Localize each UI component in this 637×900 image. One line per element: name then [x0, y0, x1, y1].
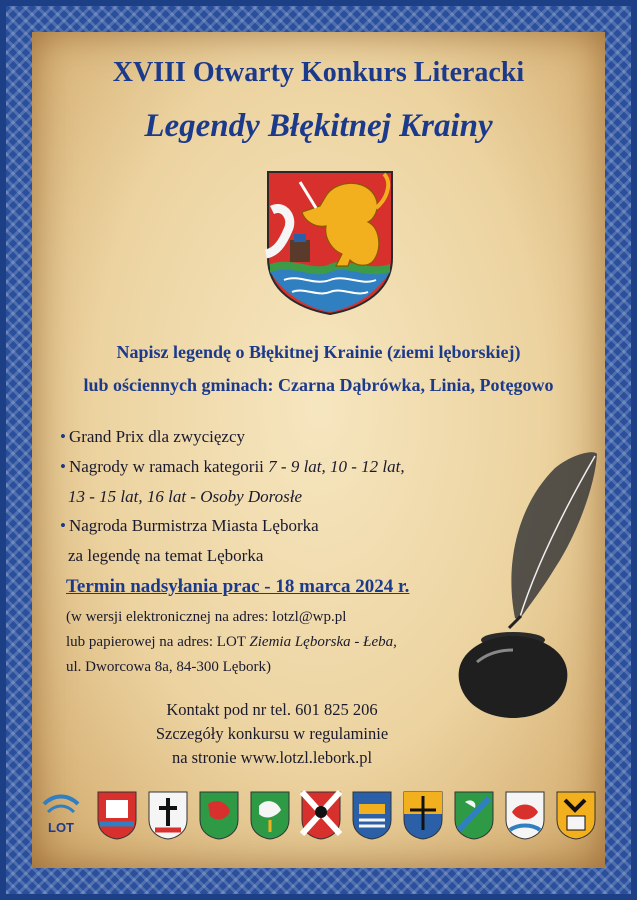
mayor-award-text: Nagroda Burmistrza Miasta Lęborka — [68, 516, 319, 535]
coat-of-arms-5-icon — [300, 790, 342, 840]
coat-of-arms-2-icon — [147, 790, 189, 840]
crest-icon — [264, 168, 396, 316]
contact-rules: Szczegóły konkursu w regulaminie — [155, 724, 389, 743]
coat-of-arms-4-icon — [249, 790, 291, 840]
poster-subtitle: Legendy Błękitnej Krainy — [144, 108, 493, 144]
deadline-text: Termin nadsyłania prac - 18 marca 2024 r. — [66, 576, 410, 597]
coat-of-arms-6-icon — [351, 790, 393, 840]
coat-of-arms-7-icon — [402, 790, 444, 840]
coat-of-arms-1-icon — [96, 790, 138, 840]
contact-website: na stronie www.lotzl.lebork.pl — [171, 748, 373, 767]
coat-of-arms-9-icon — [504, 790, 546, 840]
coat-of-arms-8-icon — [453, 790, 495, 840]
categories-list: 7 - 9 lat, 10 - 12 lat, — [268, 457, 405, 476]
poster-title: XVIII Otwarty Konkurs Literacki — [112, 57, 525, 88]
categories-prefix: Nagrody w ramach kategorii — [68, 457, 269, 476]
mayor-award-line2: za legendę na temat Lęborka — [68, 546, 264, 565]
bullet-grand-prix — [60, 427, 245, 447]
submission-org-name: Ziemia Lęborska - Łeba, — [249, 634, 397, 650]
categories-list-line2: 13 - 15 lat, 16 lat - Osoby Dorosłe — [68, 487, 303, 506]
submission-line-2 — [66, 634, 397, 651]
contact-phone: Kontakt pod nr tel. 601 825 206 — [166, 700, 378, 719]
submission-line-3: ul. Dworcowa 8a, 84-300 Lębork) — [66, 659, 271, 675]
submission-address-prefix: lub papierowej na adres: LOT — [66, 634, 250, 650]
lot-logo — [40, 790, 82, 840]
grand-prix-text: Grand Prix dla zwycięzcy — [68, 427, 246, 446]
submission-line-1: (w wersji elektronicznej na adres: lotzl@wp.pl — [66, 609, 347, 625]
bullet-mayor-award — [60, 516, 319, 536]
quill-inkwell-icon — [445, 448, 605, 723]
intro-line-2: lub ościennych gminach: Czarna Dąbrówka, Linia, Potęgowo — [83, 375, 554, 395]
bullet-categories — [60, 457, 405, 477]
coat-of-arms-10-icon — [555, 790, 597, 840]
lot-logo-text: LOT — [48, 820, 74, 835]
sponsor-logos-row — [40, 790, 600, 846]
intro-line-1: Napisz legendę o Błękitnej Krainie (ziemi lęborskiej) — [116, 342, 521, 362]
coat-of-arms-3-icon — [198, 790, 240, 840]
